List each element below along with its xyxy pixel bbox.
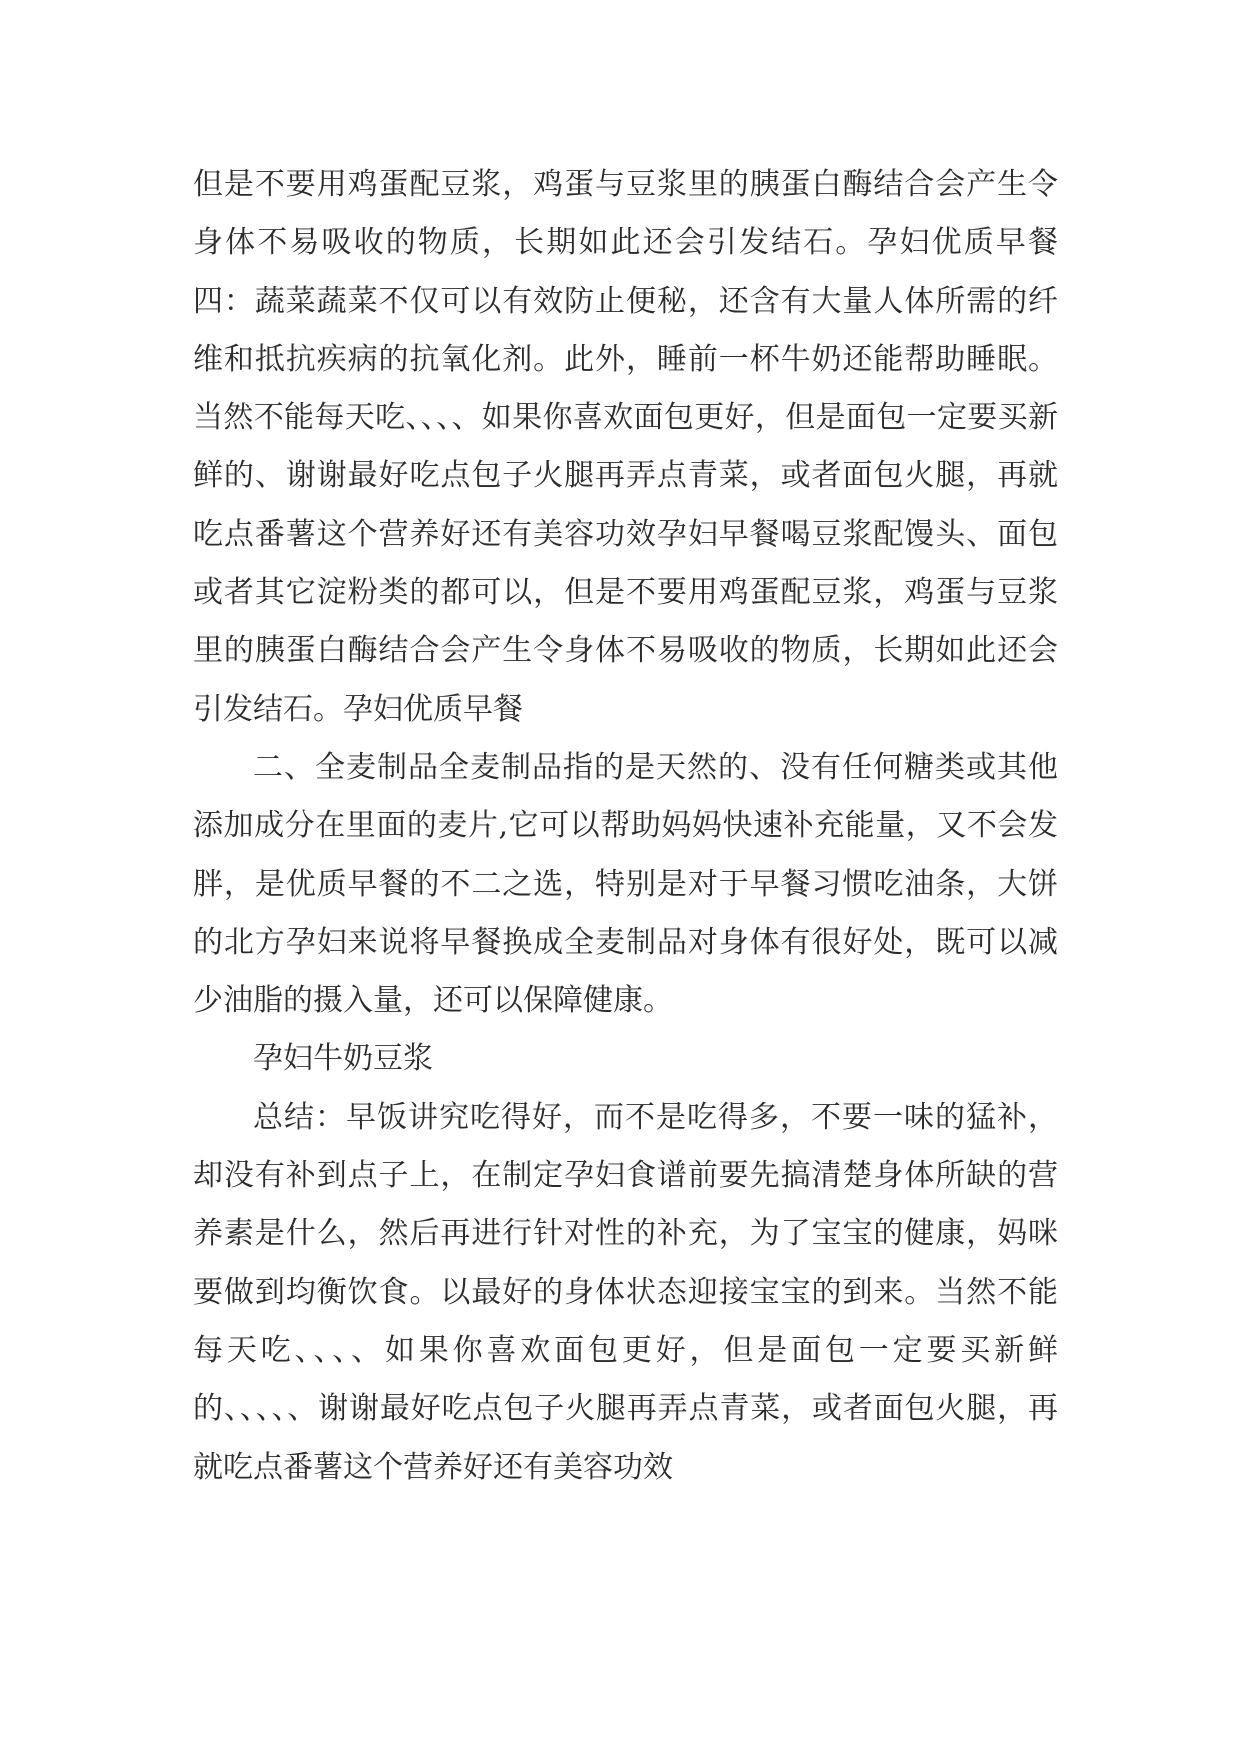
paragraph-whole-wheat: 二、全麦制品全麦制品指的是天然的、没有任何糖类或其他添加成分在里面的麦片,它可以帮助妈妈快速补充能量，又不会发胖，是优质早餐的不二之选，特别是对于早餐习惯吃油条，大饼的北方孕妇来说将早餐换成全麦制品对身体有很好处，既可以减少油脂的摄入量，还可以保障健康。 xyxy=(193,749,1058,1019)
document-body xyxy=(193,156,1058,1497)
paragraph-milk-soymilk: 孕妇牛奶豆浆 xyxy=(253,1041,433,1077)
paragraph-summary: 总结：早饭讲究吃得好，而不是吃得多，不要一味的猛补，却没有补到点子上，在制定孕妇食谱前要先搞清楚身体所缺的营养素是什么，然后再进行针对性的补充，为了宝宝的健康，妈咪要做到均衡饮食。以最好的身体状态迎接宝宝的到来。当然不能每天吃、、、、如果你喜欢面包更好，但是面包一定要买新鲜的、、、、、谢谢最好吃点包子火腿再弄点青菜，或者面包火腿，再就吃点番薯这个营养好还有美容功效 xyxy=(193,1099,1058,1485)
paragraph-breakfast-tips: 但是不要用鸡蛋配豆浆，鸡蛋与豆浆里的胰蛋白酶结合会产生令身体不易吸收的物质，长期如此还会引发结石。孕妇优质早餐四：蔬菜蔬菜不仅可以有效防止便秘，还含有大量人体所需的纤维和抵抗疾病的抗氧化剂。此外，睡前一杯牛奶还能帮助睡眠。当然不能每天吃、、、、如果你喜欢面包更好，但是面包一定要买新鲜的、谢谢最好吃点包子火腿再弄点青菜，或者面包火腿，再就吃点番薯这个营养好还有美容功效孕妇早餐喝豆浆配馒头、面包或者其它淀粉类的都可以，但是不要用鸡蛋配豆浆，鸡蛋与豆浆里的胰蛋白酶结合会产生令身体不易吸收的物质，长期如此还会引发结石。孕妇优质早餐 xyxy=(193,167,1058,727)
